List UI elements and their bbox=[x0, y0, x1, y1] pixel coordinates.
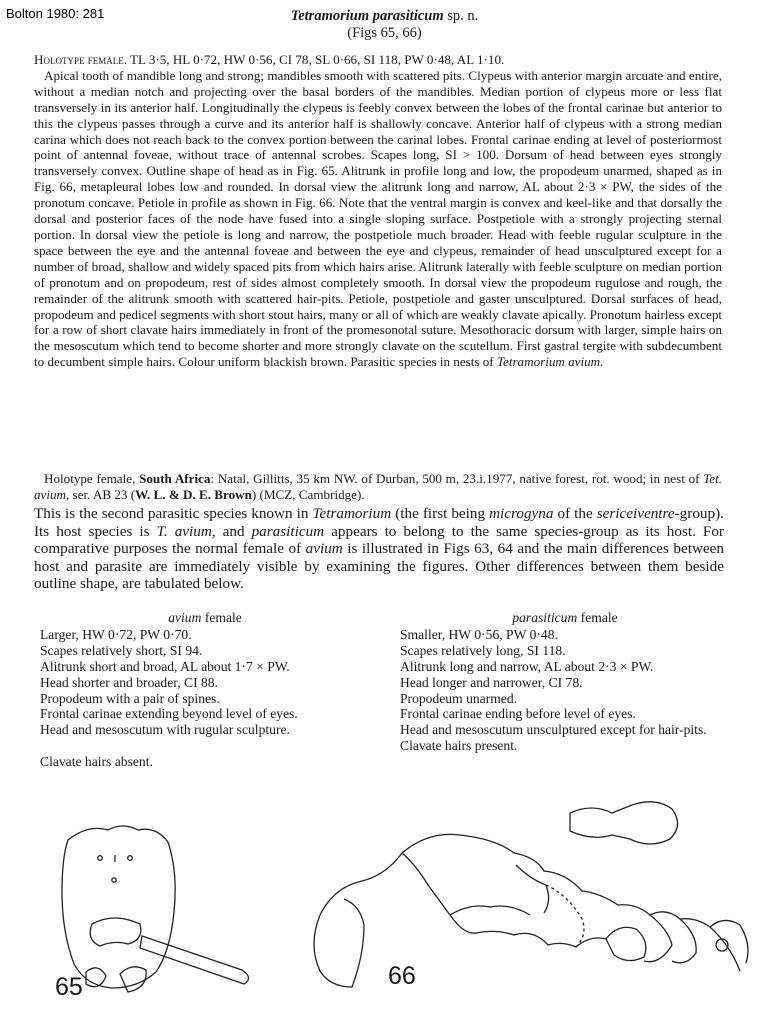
disc-2: Tetramorium bbox=[312, 505, 392, 522]
avium-row: Propodeum with a pair of spines. bbox=[40, 690, 220, 706]
material-text-2: : Natal, Gillitts, 35 km NW. of Durban, 500 m, 23.i.1977, native forest, rot. wood; in nest of bbox=[210, 471, 704, 486]
description-body: Apical tooth of mandible long and strong; mandibles smooth with scattered pits. Clypeus with anterior margin arcuate and entire, without a median notch and projecting over the basal borders of the mandibles. Median portion of clypeus more or less flat transversely in its anterior half. Longitudinally the clypeus is feebly convex between the lobes of the frontal carinae but anterior to this the clypeus passes through a curve and its anterior half is shallowly concave. Anterior half of clypeus with a strong median carina which does not reach back to the convex portion between the carinal lobes. Frontal carinae ending at level of posteriormost point of antennal foveae, without trace of antennal scrobes. Scapes long, SI > 100. Dorsum of head between eyes strongly transversely convex. Outline shape of head as in Fig. 65. Alitrunk in profile long and low, the propodeum unarmed, shaped as in Fig. 66, metapleural lobes low and rounded. In dorsal view the alitrunk long and narrow, AL about 2·3 × PW, the sides of the pronotum concave. Petiole in profile as shown in Fig. 66. Note that the ventral margin is convex and keel-like and that dorsally the dorsal and posterior faces of the node have fused into a single sloping surface. Postpetiole with a strongly projecting sternal portion. In dorsal view the petiole is long and narrow, the postpetiole much broader. Head with feeble rugular sculpture in the space between the eye and the antennal foveae and between the eye and clypeus, remainder of head unsculptured except for a number of broad, shallow and widely spaced pits from which hairs arise. Alitrunk laterally with feeble sculpture on median portion of pronotum and on propodeum, rest of sides almost completely smooth. In dorsal view the propodeum rugulose and rough, the remainder of the alitrunk smooth with scattered hair-pits. Petiole, postpetiole and gaster unsculptured. Dorsal surfaces of head, propodeum and pedicel segments with short stout hairs, many or all of which are weakly clavate apically. Pronotum hairless except for a row of short clavate hairs immediately in front of the promesonotal suture. Mesothoracic dorsum with larger, simple hairs on the mesoscutum which tend to become shorter and more strongly clavate on the scutellum. First gastral tergite with subdecumbent to decumbent simple hairs. Colour uniform blackish brown. Parasitic species in nests of bbox=[34, 67, 722, 370]
avium-row: Head shorter and broader, CI 88. bbox=[40, 674, 218, 690]
parasiticum-heading bbox=[400, 610, 730, 626]
disc-7: -group). Its host species is bbox=[34, 505, 724, 540]
parasiticum-row: Frontal carinae ending before level of eyes. bbox=[400, 706, 636, 722]
figure-65-label: 65 bbox=[55, 973, 83, 1001]
disc-13: is illustrated in Figs 63, 64 and the main differences between host and parasite are immediately visible by examining the figures. Other differences between them beside outline shape, are tabulated below. bbox=[34, 540, 724, 593]
material-collectors: W. L. & D. E. Brown bbox=[135, 487, 252, 502]
material-country: South Africa bbox=[139, 471, 211, 486]
comparison-parasiticum bbox=[400, 610, 730, 754]
species-name: Tetramorium parasiticum bbox=[290, 8, 444, 24]
avium-row: Head and mesoscutum with rugular sculpture. bbox=[40, 722, 290, 738]
avium-row-last: Clavate hairs absent. bbox=[40, 754, 153, 770]
citation: Bolton 1980: 281 bbox=[6, 6, 105, 21]
disc-4: microgyna bbox=[489, 505, 554, 522]
figure-66-profile-drawing bbox=[300, 795, 760, 1025]
type-material bbox=[34, 471, 722, 503]
avium-heading-name: avium bbox=[168, 610, 202, 625]
avium-row: Larger, HW 0·72, PW 0·70. bbox=[40, 626, 192, 642]
disc-10: parasiticum bbox=[251, 522, 325, 540]
parasiticum-row-last: Clavate hairs present. bbox=[400, 738, 518, 754]
species-suffix: sp. n. bbox=[443, 8, 479, 24]
figure-reference: (Figs 65, 66) bbox=[347, 25, 422, 41]
disc-1: This is the second parasitic species known in bbox=[34, 505, 313, 522]
parasiticum-row: Head longer and narrower, CI 78. bbox=[400, 674, 583, 690]
holotype-label: Holotype female. bbox=[34, 52, 127, 67]
material-host: Tet. avium bbox=[34, 471, 723, 502]
parasiticum-heading-rest: female bbox=[577, 610, 618, 625]
material-text-1: Holotype female, bbox=[44, 471, 140, 486]
holotype-measurements: TL 3·5, HL 0·72, HW 0·56, CI 78, SL 0·66, SI 118, PW 0·48, AL 1·10. bbox=[127, 52, 505, 67]
disc-3: (the first being bbox=[391, 505, 490, 522]
parasiticum-heading-name: parasiticum bbox=[512, 610, 578, 625]
parasiticum-row: Smaller, HW 0·56, PW 0·48. bbox=[400, 626, 558, 642]
host-species-italic: Tetramorium avium. bbox=[496, 354, 604, 370]
discussion-paragraph bbox=[34, 505, 724, 593]
disc-11: appears to belong to the same species-group as its host. For comparative purposes the normal female of bbox=[34, 522, 724, 558]
disc-8: T. avium bbox=[156, 522, 212, 540]
parasiticum-row: Propodeum unarmed. bbox=[400, 690, 518, 706]
holotype-description bbox=[34, 52, 722, 370]
avium-row: Frontal carinae extending beyond level of eyes. bbox=[40, 706, 298, 722]
species-title bbox=[0, 8, 769, 42]
parasiticum-row: Scapes relatively long, SI 118. bbox=[400, 642, 566, 658]
comparison-avium bbox=[40, 610, 370, 770]
avium-heading-rest: female bbox=[201, 610, 242, 625]
disc-9: , and bbox=[211, 522, 252, 540]
avium-row: Alitrunk short and broad, AL about 1·7 × PW. bbox=[40, 658, 290, 674]
avium-heading bbox=[40, 610, 370, 626]
disc-12: avium bbox=[305, 540, 343, 558]
disc-5: of the bbox=[553, 505, 597, 522]
disc-6: sericeiventre bbox=[596, 505, 675, 522]
material-text-3: , ser. AB 23 ( bbox=[66, 487, 136, 502]
figure-66-label: 66 bbox=[388, 962, 416, 990]
avium-row: Scapes relatively short, SI 94. bbox=[40, 642, 203, 658]
parasiticum-row: Head and mesoscutum unsculptured except for hair-pits. bbox=[400, 722, 707, 738]
parasiticum-row: Alitrunk long and narrow, AL about 2·3 × PW. bbox=[400, 658, 654, 674]
material-text-4: ) (MCZ, Cambridge). bbox=[251, 487, 365, 502]
